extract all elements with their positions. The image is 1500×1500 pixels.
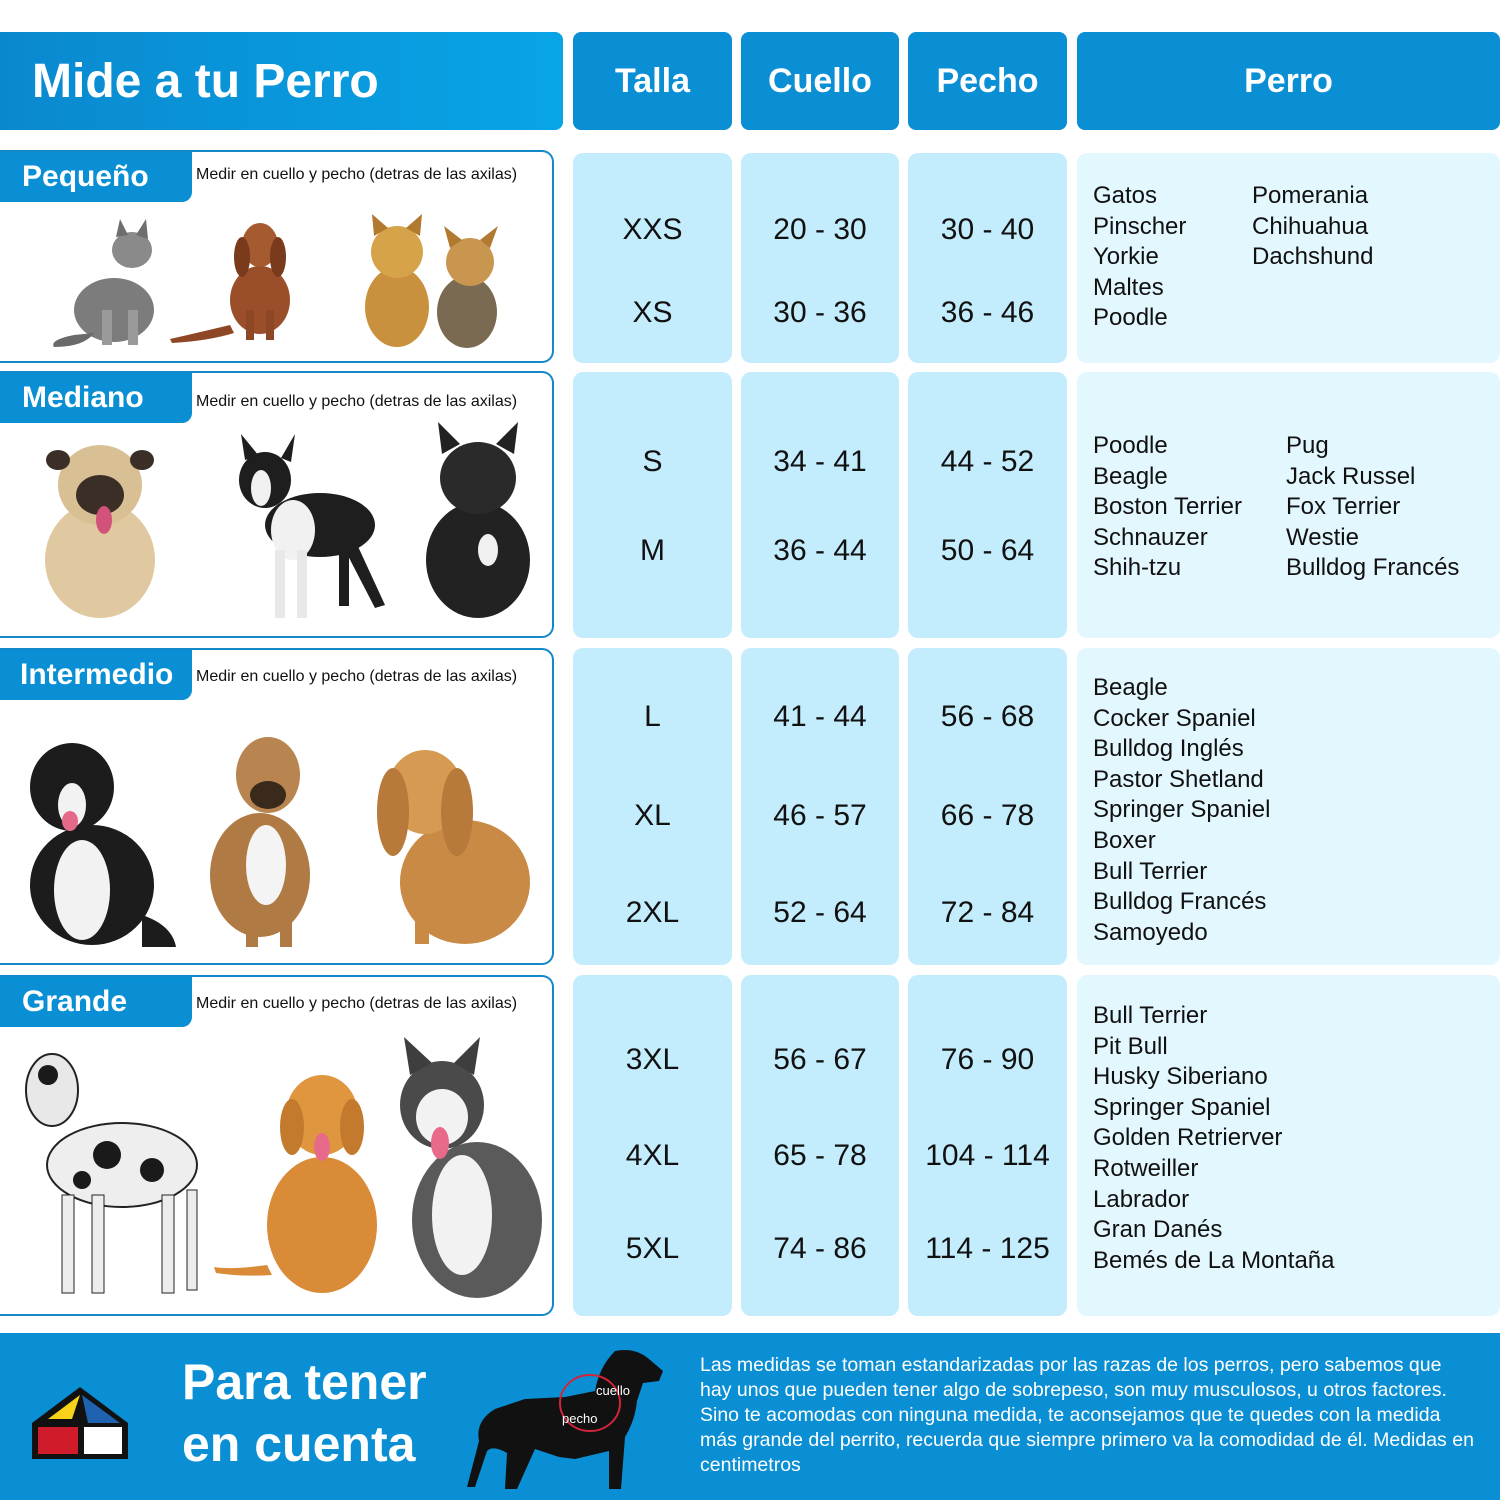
footer-banner xyxy=(0,1333,1500,1500)
group-tab-mediano: Mediano xyxy=(0,373,192,423)
french-bulldog-illustration xyxy=(410,420,540,625)
breed-item: Schnauzer xyxy=(1093,523,1208,551)
perro-cell-pequeno xyxy=(1077,153,1500,363)
breed-item: Bull Terrier xyxy=(1093,1002,1208,1029)
breed-list-left xyxy=(1093,1001,1335,1276)
talla-value: L xyxy=(644,700,661,733)
breed-item: Labrador xyxy=(1093,1185,1190,1213)
breed-item: Yorkie xyxy=(1093,243,1159,271)
talla-cell-grande xyxy=(573,975,732,1316)
pug-illustration xyxy=(30,430,170,620)
breed-item: Bemés de La Montaña xyxy=(1093,1246,1335,1274)
breed-item: Husky Siberiano xyxy=(1093,1063,1268,1091)
breed-item: Dachshund xyxy=(1252,243,1374,271)
measure-note: Medir en cuello y pecho (detras de las axilas) xyxy=(196,393,518,410)
talla-cell-intermedio xyxy=(573,648,732,965)
yorkie-illustration xyxy=(352,212,512,352)
perro-cell-grande xyxy=(1077,975,1500,1316)
breed-item: Jack Russel xyxy=(1286,462,1416,490)
breed-item: Chihuahua xyxy=(1252,212,1369,240)
header-perro: Perro xyxy=(1077,32,1500,130)
cat-illustration xyxy=(44,215,164,350)
breed-item: Cocker Spaniel xyxy=(1093,704,1256,732)
breed-item: Boston Terrier xyxy=(1093,493,1242,521)
border-collie-illustration xyxy=(12,725,177,950)
cuello-value: 74 - 86 xyxy=(773,1232,867,1265)
group-tab-grande: Grande xyxy=(0,977,192,1027)
measure-note: Medir en cuello y pecho (detras de las axilas) xyxy=(196,668,518,685)
perro-cell-mediano xyxy=(1077,372,1500,638)
breed-item: Pug xyxy=(1286,432,1329,459)
talla-cell-pequeno xyxy=(573,153,732,363)
breed-item: Pit Bull xyxy=(1093,1032,1168,1060)
breed-item: Bulldog Francés xyxy=(1093,888,1267,916)
group-tab-intermedio: Intermedio xyxy=(0,650,192,700)
label-pecho: pecho xyxy=(562,1411,598,1426)
breed-item: Shih-tzu xyxy=(1093,554,1182,582)
golden-retriever-illustration xyxy=(212,1055,387,1300)
breed-item: Springer Spaniel xyxy=(1093,1093,1271,1121)
measure-note: Medir en cuello y pecho (detras de las axilas) xyxy=(196,166,518,183)
talla-value: S xyxy=(642,445,663,478)
dachshund-illustration xyxy=(168,215,308,345)
breed-item: Gran Danés xyxy=(1093,1216,1223,1244)
breed-item: Beagle xyxy=(1093,462,1168,490)
pecho-value: 66 - 78 xyxy=(940,799,1035,832)
house-logo-icon xyxy=(28,1383,133,1463)
breed-item: Rotweiller xyxy=(1093,1154,1199,1182)
husky-illustration xyxy=(392,1035,547,1305)
breed-item: Poodle xyxy=(1093,432,1168,459)
pecho-value: 114 - 125 xyxy=(925,1232,1050,1265)
talla-cell-mediano xyxy=(573,372,732,638)
pecho-cell-grande xyxy=(908,975,1067,1316)
breed-item: Westie xyxy=(1286,523,1359,551)
great-dane-illustration xyxy=(12,1045,212,1300)
breed-list-right xyxy=(1252,181,1373,273)
talla-value: XS xyxy=(632,296,673,329)
breed-item: Springer Spaniel xyxy=(1093,796,1271,824)
breed-item: Pastor Shetland xyxy=(1093,765,1264,793)
breed-list-left xyxy=(1093,181,1186,334)
pecho-cell-pequeno xyxy=(908,153,1067,363)
pecho-cell-mediano xyxy=(908,372,1067,638)
talla-value: 3XL xyxy=(625,1043,680,1076)
cuello-value: 34 - 41 xyxy=(773,445,867,478)
talla-value: 5XL xyxy=(625,1232,680,1265)
talla-value: XXS xyxy=(622,213,683,246)
breed-item: Poodle xyxy=(1093,304,1168,332)
cuello-cell-mediano xyxy=(741,372,899,638)
boxer-illustration xyxy=(188,725,323,950)
talla-value: XL xyxy=(634,799,671,832)
header-pecho: Pecho xyxy=(908,32,1067,130)
pecho-value: 44 - 52 xyxy=(940,445,1035,478)
cuello-cell-grande xyxy=(741,975,899,1316)
cuello-value: 41 - 44 xyxy=(773,700,867,733)
breed-item: Pinscher xyxy=(1093,212,1187,240)
measure-note: Medir en cuello y pecho (detras de las axilas) xyxy=(196,995,518,1012)
pecho-value: 50 - 64 xyxy=(940,534,1035,567)
pecho-value: 56 - 68 xyxy=(940,700,1035,733)
cuello-value: 20 - 30 xyxy=(773,213,867,246)
group-tab-pequeno: Pequeño xyxy=(0,152,192,202)
cuello-cell-pequeno xyxy=(741,153,899,363)
page-title: Mide a tu Perro xyxy=(0,32,563,130)
breed-item: Bull Terrier xyxy=(1093,857,1208,885)
pecho-value: 36 - 46 xyxy=(940,296,1035,329)
talla-value: 4XL xyxy=(625,1139,680,1172)
footer-info-text: Las medidas se toman estandarizadas por las razas de los perros, pero sabemos que hay unos que pueden tener algo de sobrepeso, son muy musculosos, u otros factores. Sino te acomodas con ninguna medida, te aconsejamos que te quedes con la medida más grande del perrito, recuerda que siempre primero va la comodidad de él. Medidas en centimetros xyxy=(700,1354,1474,1476)
pecho-value: 30 - 40 xyxy=(940,213,1035,246)
footer-heading-line2: en cuenta xyxy=(182,1416,416,1472)
breed-list-left xyxy=(1093,431,1242,584)
cuello-value: 65 - 78 xyxy=(773,1139,867,1172)
cuello-value: 30 - 36 xyxy=(773,296,867,329)
pecho-value: 104 - 114 xyxy=(925,1139,1050,1172)
talla-value: 2XL xyxy=(625,896,680,929)
pecho-cell-intermedio xyxy=(908,648,1067,965)
header-talla: Talla xyxy=(573,32,732,130)
pecho-value: 76 - 90 xyxy=(940,1043,1035,1076)
header-cuello: Cuello xyxy=(741,32,899,130)
breed-item: Fox Terrier xyxy=(1286,493,1401,521)
breed-item: Pomerania xyxy=(1252,182,1369,209)
breed-item: Golden Retrierver xyxy=(1093,1124,1283,1152)
breed-item: Maltes xyxy=(1093,273,1164,301)
cuello-value: 46 - 57 xyxy=(773,799,867,832)
breed-item: Boxer xyxy=(1093,826,1156,854)
pecho-value: 72 - 84 xyxy=(940,896,1035,929)
cuello-value: 36 - 44 xyxy=(773,534,867,567)
breed-item: Bulldog Francés xyxy=(1286,554,1460,582)
boston-terrier-illustration xyxy=(215,430,395,625)
cuello-cell-intermedio xyxy=(741,648,899,965)
cocker-spaniel-illustration xyxy=(355,722,540,952)
footer-heading-line1: Para tener xyxy=(182,1354,427,1410)
breed-list-right xyxy=(1286,431,1459,584)
cuello-value: 56 - 67 xyxy=(773,1043,867,1076)
perro-cell-intermedio xyxy=(1077,648,1500,965)
breed-item: Gatos xyxy=(1093,182,1158,209)
label-cuello: cuello xyxy=(596,1383,630,1398)
breed-item: Bulldog Inglés xyxy=(1093,735,1244,763)
breed-item: Beagle xyxy=(1093,674,1168,701)
cuello-value: 52 - 64 xyxy=(773,896,867,929)
breed-item: Samoyedo xyxy=(1093,918,1208,946)
breed-list-left xyxy=(1093,673,1270,948)
talla-value: M xyxy=(640,534,665,567)
